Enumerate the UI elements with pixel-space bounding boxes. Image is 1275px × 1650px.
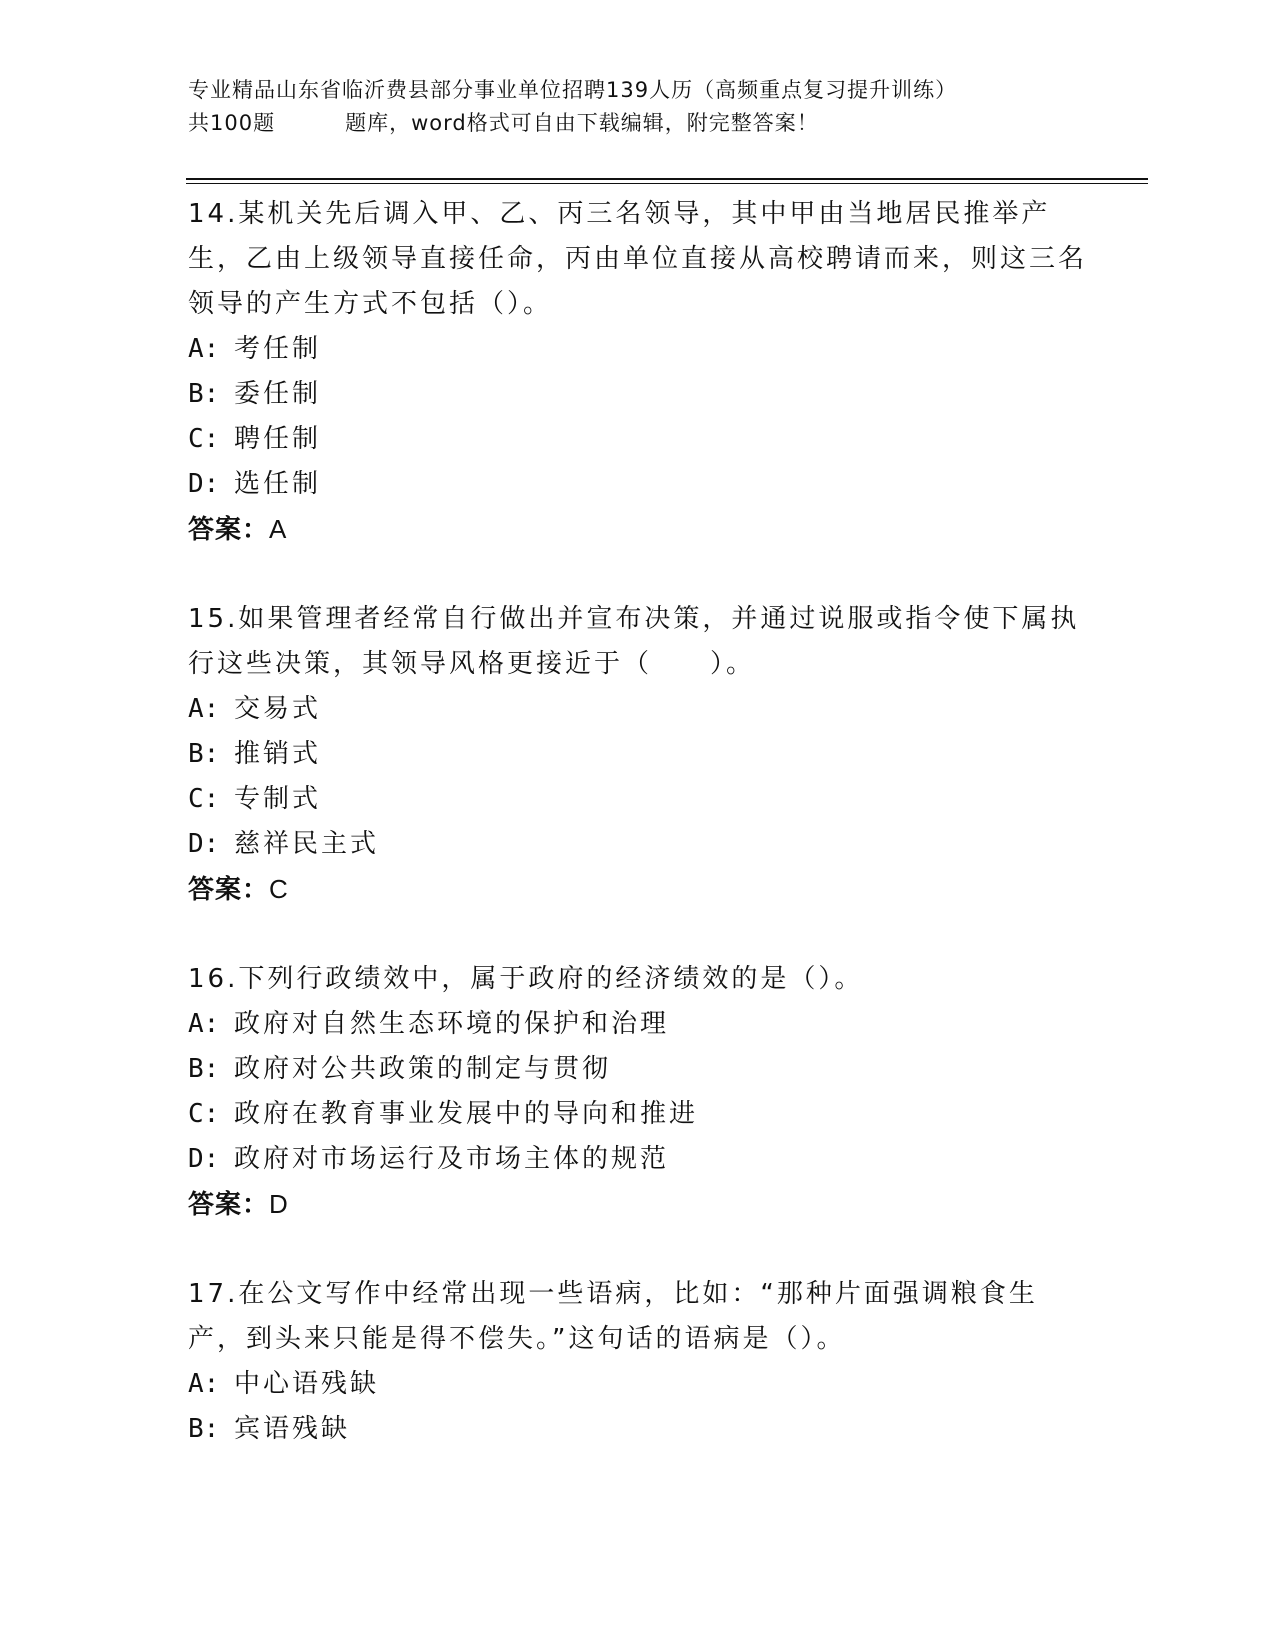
option-letter: C: <box>188 424 220 454</box>
option-text: 选任制 <box>234 469 322 499</box>
option-text: 中心语残缺 <box>234 1369 380 1399</box>
option-a <box>188 687 1088 732</box>
option-text: 委任制 <box>234 379 322 409</box>
option-text: 政府对自然生态环境的保护和治理 <box>234 1009 670 1039</box>
option-letter: D: <box>188 829 220 859</box>
option-d <box>188 462 1088 507</box>
option-d <box>188 822 1088 867</box>
option-letter: B: <box>188 379 220 409</box>
option-b <box>188 1047 1088 1092</box>
option-text: 聘任制 <box>234 424 322 454</box>
question-item <box>188 597 1088 913</box>
option-letter: D: <box>188 469 220 499</box>
answer-label: 答案： <box>188 515 270 545</box>
answer-line <box>188 507 1088 553</box>
option-text: 宾语残缺 <box>234 1414 351 1444</box>
option-letter: A: <box>188 334 220 364</box>
question-stem: 17.在公文写作中经常出现一些语病，比如：“那种片面强调粮食生产，到头来只能是得不偿失。”这句话的语病是（）。 <box>188 1279 1038 1354</box>
option-b <box>188 372 1088 417</box>
document-header <box>188 74 1088 140</box>
answer-value: C <box>269 874 289 904</box>
option-text: 推销式 <box>234 739 322 769</box>
option-text: 专制式 <box>234 784 322 814</box>
option-letter: A: <box>188 694 220 724</box>
header-divider <box>186 178 1148 180</box>
option-letter: C: <box>188 1099 220 1129</box>
option-letter: C: <box>188 784 220 814</box>
option-letter: A: <box>188 1369 220 1399</box>
question-item <box>188 192 1088 553</box>
answer-label: 答案： <box>188 1190 270 1220</box>
option-text: 政府对市场运行及市场主体的规范 <box>234 1144 670 1174</box>
option-text: 政府对公共政策的制定与贯彻 <box>234 1054 612 1084</box>
option-letter: B: <box>188 739 220 769</box>
option-letter: A: <box>188 1009 220 1039</box>
option-a <box>188 327 1088 372</box>
option-text: 政府在教育事业发展中的导向和推进 <box>234 1099 699 1129</box>
header-description: 题库，word格式可自由下载编辑，附完整答案！ <box>345 111 819 135</box>
answer-line <box>188 1182 1088 1228</box>
question-stem: 16.下列行政绩效中，属于政府的经济绩效的是（）。 <box>188 964 864 994</box>
option-letter: B: <box>188 1414 220 1444</box>
option-a <box>188 1002 1088 1047</box>
option-b <box>188 1407 1088 1452</box>
option-b <box>188 732 1088 777</box>
option-c <box>188 417 1088 462</box>
option-c <box>188 1092 1088 1137</box>
option-c <box>188 777 1088 822</box>
answer-value: D <box>269 1189 289 1219</box>
answer-label: 答案： <box>188 875 270 905</box>
header-divider-thin <box>186 183 1148 184</box>
question-stem: 15.如果管理者经常自行做出并宣布决策，并通过说服或指令使下属执行这些决策，其领导风格更接近于（ ）。 <box>188 604 1080 679</box>
option-text: 慈祥民主式 <box>234 829 380 859</box>
header-title: 专业精品山东省临沂费县部分事业单位招聘139人历（高频重点复习提升训练） <box>188 78 958 102</box>
option-letter: B: <box>188 1054 220 1084</box>
question-item <box>188 1272 1088 1452</box>
question-stem: 14.某机关先后调入甲、乙、丙三名领导，其中甲由当地居民推举产生，乙由上级领导直接任命，丙由单位直接从高校聘请而来，则这三名领导的产生方式不包括（）。 <box>188 199 1088 319</box>
question-list <box>188 192 1088 1452</box>
question-count: 共100题 <box>188 111 276 135</box>
header-subtitle <box>188 107 1088 140</box>
option-d <box>188 1137 1088 1182</box>
option-text: 考任制 <box>234 334 322 364</box>
option-text: 交易式 <box>234 694 322 724</box>
question-item <box>188 957 1088 1228</box>
option-a <box>188 1362 1088 1407</box>
answer-value: A <box>269 514 288 544</box>
answer-line <box>188 867 1088 913</box>
option-letter: D: <box>188 1144 220 1174</box>
